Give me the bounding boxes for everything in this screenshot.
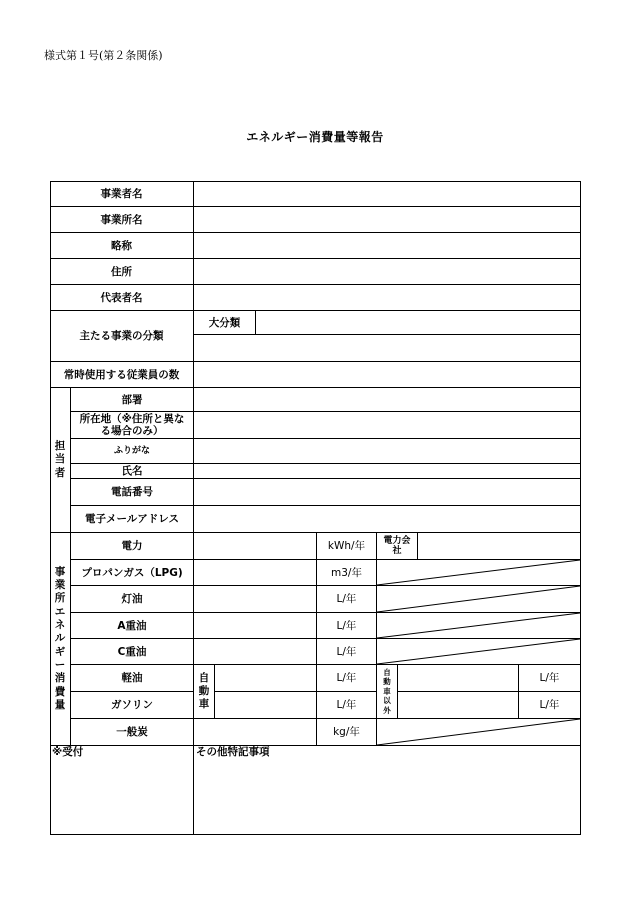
business-name-label: 事業者名 — [100, 187, 143, 200]
energy-group-char: ネ — [54, 619, 66, 632]
energy-group-char: ー — [54, 658, 66, 671]
light-oil-unit: L/年 — [336, 672, 357, 684]
electricity-field[interactable] — [194, 533, 316, 559]
electricity-unit: kWh/年 — [327, 540, 366, 552]
coal-unit: kg/年 — [333, 726, 360, 738]
furigana-label: ふりがな — [113, 446, 150, 456]
heavy-oil-a-field[interactable] — [194, 613, 316, 638]
non-vehicle-light-oil-field[interactable] — [398, 665, 518, 691]
location-field[interactable] — [194, 412, 580, 438]
non-vehicle-label-char: 以 — [383, 696, 391, 706]
form-border-right — [580, 181, 581, 835]
representative-field[interactable] — [194, 285, 580, 310]
business-name-field[interactable] — [194, 182, 580, 206]
phone-label: 電話番号 — [111, 486, 153, 498]
contact-group-char: 担 — [54, 439, 66, 452]
department-label: 部署 — [121, 393, 143, 406]
non-vehicle-light-oil-unit: L/年 — [539, 672, 560, 684]
heavy-oil-c-label: C重油 — [117, 645, 147, 658]
major-category-field[interactable] — [256, 311, 580, 334]
energy-group-char: エ — [54, 605, 66, 618]
name-field[interactable] — [194, 464, 580, 478]
contact-group-char: 当 — [54, 453, 66, 466]
reception-field[interactable] — [51, 762, 193, 834]
gasoline-unit: L/年 — [336, 699, 357, 711]
employees-label: 常時使用する従業員の数 — [63, 368, 180, 381]
non-vehicle-gasoline-field[interactable] — [398, 692, 518, 718]
vehicle-light-oil-field[interactable] — [215, 665, 316, 691]
contact-group-char: 者 — [54, 466, 66, 479]
business-category-detail-field[interactable] — [194, 335, 580, 361]
energy-group-char: 所 — [54, 592, 66, 605]
heavy-oil-c-field[interactable] — [194, 639, 316, 664]
form-number: 様式第１号(第２条関係) — [44, 49, 163, 62]
other-notes-label: その他特記事項 — [196, 746, 270, 758]
office-name-field[interactable] — [194, 207, 580, 232]
power-company-label — [377, 533, 417, 559]
non-vehicle-label-char: 動 — [383, 677, 391, 687]
energy-group-char: 業 — [54, 579, 66, 592]
energy-group-char: 費 — [54, 685, 66, 698]
power-company-field[interactable] — [418, 533, 580, 559]
vehicle-label-char: 動 — [198, 685, 210, 697]
email-field[interactable] — [194, 506, 580, 532]
heavy-oil-c-unit: L/年 — [336, 645, 357, 658]
reception-label: ※受付 — [52, 746, 84, 758]
page-title: エネルギー消費量等報告 — [246, 130, 384, 144]
name-label: 氏名 — [121, 465, 143, 477]
electricity-label: 電力 — [121, 540, 143, 552]
non-vehicle-label-char: 外 — [383, 705, 391, 715]
power-company-line2: 社 — [392, 546, 402, 556]
kerosene-label: 灯油 — [121, 593, 143, 605]
light-oil-label: 軽油 — [121, 672, 143, 684]
gasoline-label: ガソリン — [111, 699, 153, 711]
energy-group-char: ル — [54, 632, 66, 645]
kerosene-field[interactable] — [194, 586, 316, 612]
other-notes-field[interactable] — [194, 762, 580, 834]
energy-group-char: ギ — [54, 645, 66, 658]
contact-group-label — [50, 388, 70, 532]
coal-field[interactable] — [194, 719, 316, 745]
form-border-bottom — [50, 834, 581, 835]
vehicle-gasoline-field[interactable] — [215, 692, 316, 718]
lpg-field[interactable] — [194, 560, 316, 585]
energy-group-char: 量 — [54, 698, 66, 711]
vehicle-label-char: 自 — [198, 672, 210, 684]
representative-label: 代表者名 — [100, 291, 143, 304]
heavy-oil-a-unit: L/年 — [336, 619, 357, 632]
office-name-label: 事業所名 — [100, 213, 143, 226]
vehicle-label — [194, 665, 214, 718]
energy-group-char: 事 — [54, 565, 66, 578]
energy-group-char: 消 — [54, 672, 66, 685]
main-business-category-label: 主たる事業の分類 — [79, 330, 164, 342]
location-label — [71, 412, 193, 438]
lpg-label: プロパンガス（LPG) — [81, 566, 183, 579]
heavy-oil-a-label: A重油 — [117, 619, 147, 632]
department-field[interactable] — [194, 388, 580, 411]
location-label-line1: 所在地（※住所と異な — [79, 413, 185, 425]
location-label-line2: る場合のみ） — [100, 425, 164, 437]
non-vehicle-label-char: 自 — [383, 667, 391, 677]
address-field[interactable] — [194, 259, 580, 284]
employees-field[interactable] — [194, 362, 580, 387]
abbreviation-field[interactable] — [194, 233, 580, 258]
major-category-label: 大分類 — [208, 316, 241, 329]
energy-group-label — [50, 533, 70, 745]
email-label: 電子メールアドレス — [85, 513, 179, 525]
lpg-unit: m3/年 — [331, 566, 362, 579]
vehicle-label-char: 車 — [198, 698, 210, 710]
furigana-field[interactable] — [194, 439, 580, 463]
non-vehicle-label — [377, 665, 397, 718]
non-vehicle-label-char: 車 — [383, 686, 391, 696]
power-company-line1: 電力会 — [383, 536, 411, 546]
address-label: 住所 — [111, 265, 132, 278]
abbreviation-label: 略称 — [111, 239, 132, 252]
phone-field[interactable] — [194, 479, 580, 505]
non-vehicle-gasoline-unit: L/年 — [539, 699, 560, 711]
coal-label: 一般炭 — [116, 726, 148, 738]
kerosene-unit: L/年 — [336, 593, 357, 605]
